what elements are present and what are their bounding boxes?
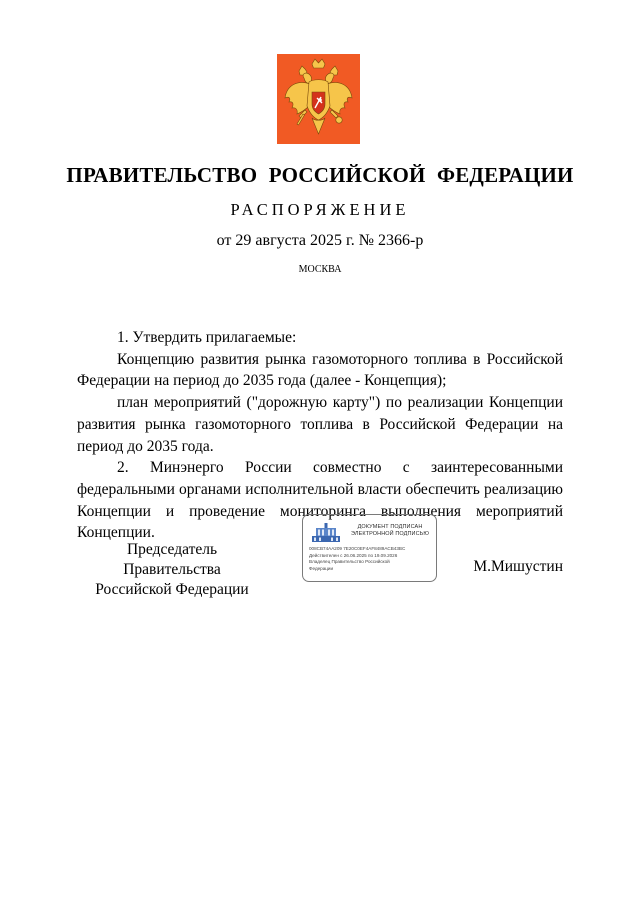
stamp-details bbox=[309, 546, 435, 572]
paragraph-1: 1. Утвердить прилагаемые: bbox=[117, 329, 297, 346]
stamp-owner-line2: Федерации bbox=[309, 565, 334, 571]
paragraph-2: Концепцию развития рынка газомоторного топлива в Российской Федерации на период до 2035 года (далее - Концепция); bbox=[77, 350, 563, 390]
stamp-certificate: 008CB74AA209 7E20C0EF4AF8489ACB43BC bbox=[309, 546, 406, 551]
document-city: МОСКВА bbox=[298, 264, 342, 275]
document-date-number: от 29 августа 2025 г. № 2366-р bbox=[216, 232, 424, 249]
stamp-owner-line1: Владелец Правительство Российской bbox=[309, 559, 390, 565]
document-type: РАСПОРЯЖЕНИЕ bbox=[230, 200, 410, 219]
coat-of-arms-icon bbox=[277, 54, 360, 144]
order-body bbox=[77, 327, 563, 544]
signatory-position-line1: Председатель Правительства bbox=[123, 541, 221, 578]
government-building-icon bbox=[309, 522, 343, 544]
signatory-position-line2: Российской Федерации bbox=[95, 581, 249, 598]
stamp-title bbox=[347, 524, 433, 538]
government-title: ПРАВИТЕЛЬСТВО РОССИЙСКОЙ ФЕДЕРАЦИИ bbox=[66, 163, 574, 187]
state-emblem bbox=[277, 54, 360, 144]
signatory-name: М.Мишустин bbox=[473, 558, 563, 575]
stamp-title-line1: ДОКУМЕНТ ПОДПИСАН bbox=[357, 524, 423, 530]
stamp-validity: Действителен с 26.06.2025 по 19.09.2026 bbox=[309, 552, 398, 558]
signatory-position bbox=[77, 540, 267, 600]
paragraph-3: план мероприятий ("дорожную карту") по реализации Концепции развития рынка газомоторного топлива в Российской Федерации на период до 2035 года. bbox=[77, 394, 563, 455]
electronic-signature-stamp bbox=[302, 514, 437, 582]
stamp-title-line2: ЭЛЕКТРОННОЙ ПОДПИСЬЮ bbox=[350, 531, 430, 537]
paragraph-4: 2. Минэнерго России совместно с заинтересованными федеральными органами исполнительной власти обеспечить реализацию Концепции и проведение мониторинга выполнения мероприятий Концепции. bbox=[77, 459, 563, 542]
